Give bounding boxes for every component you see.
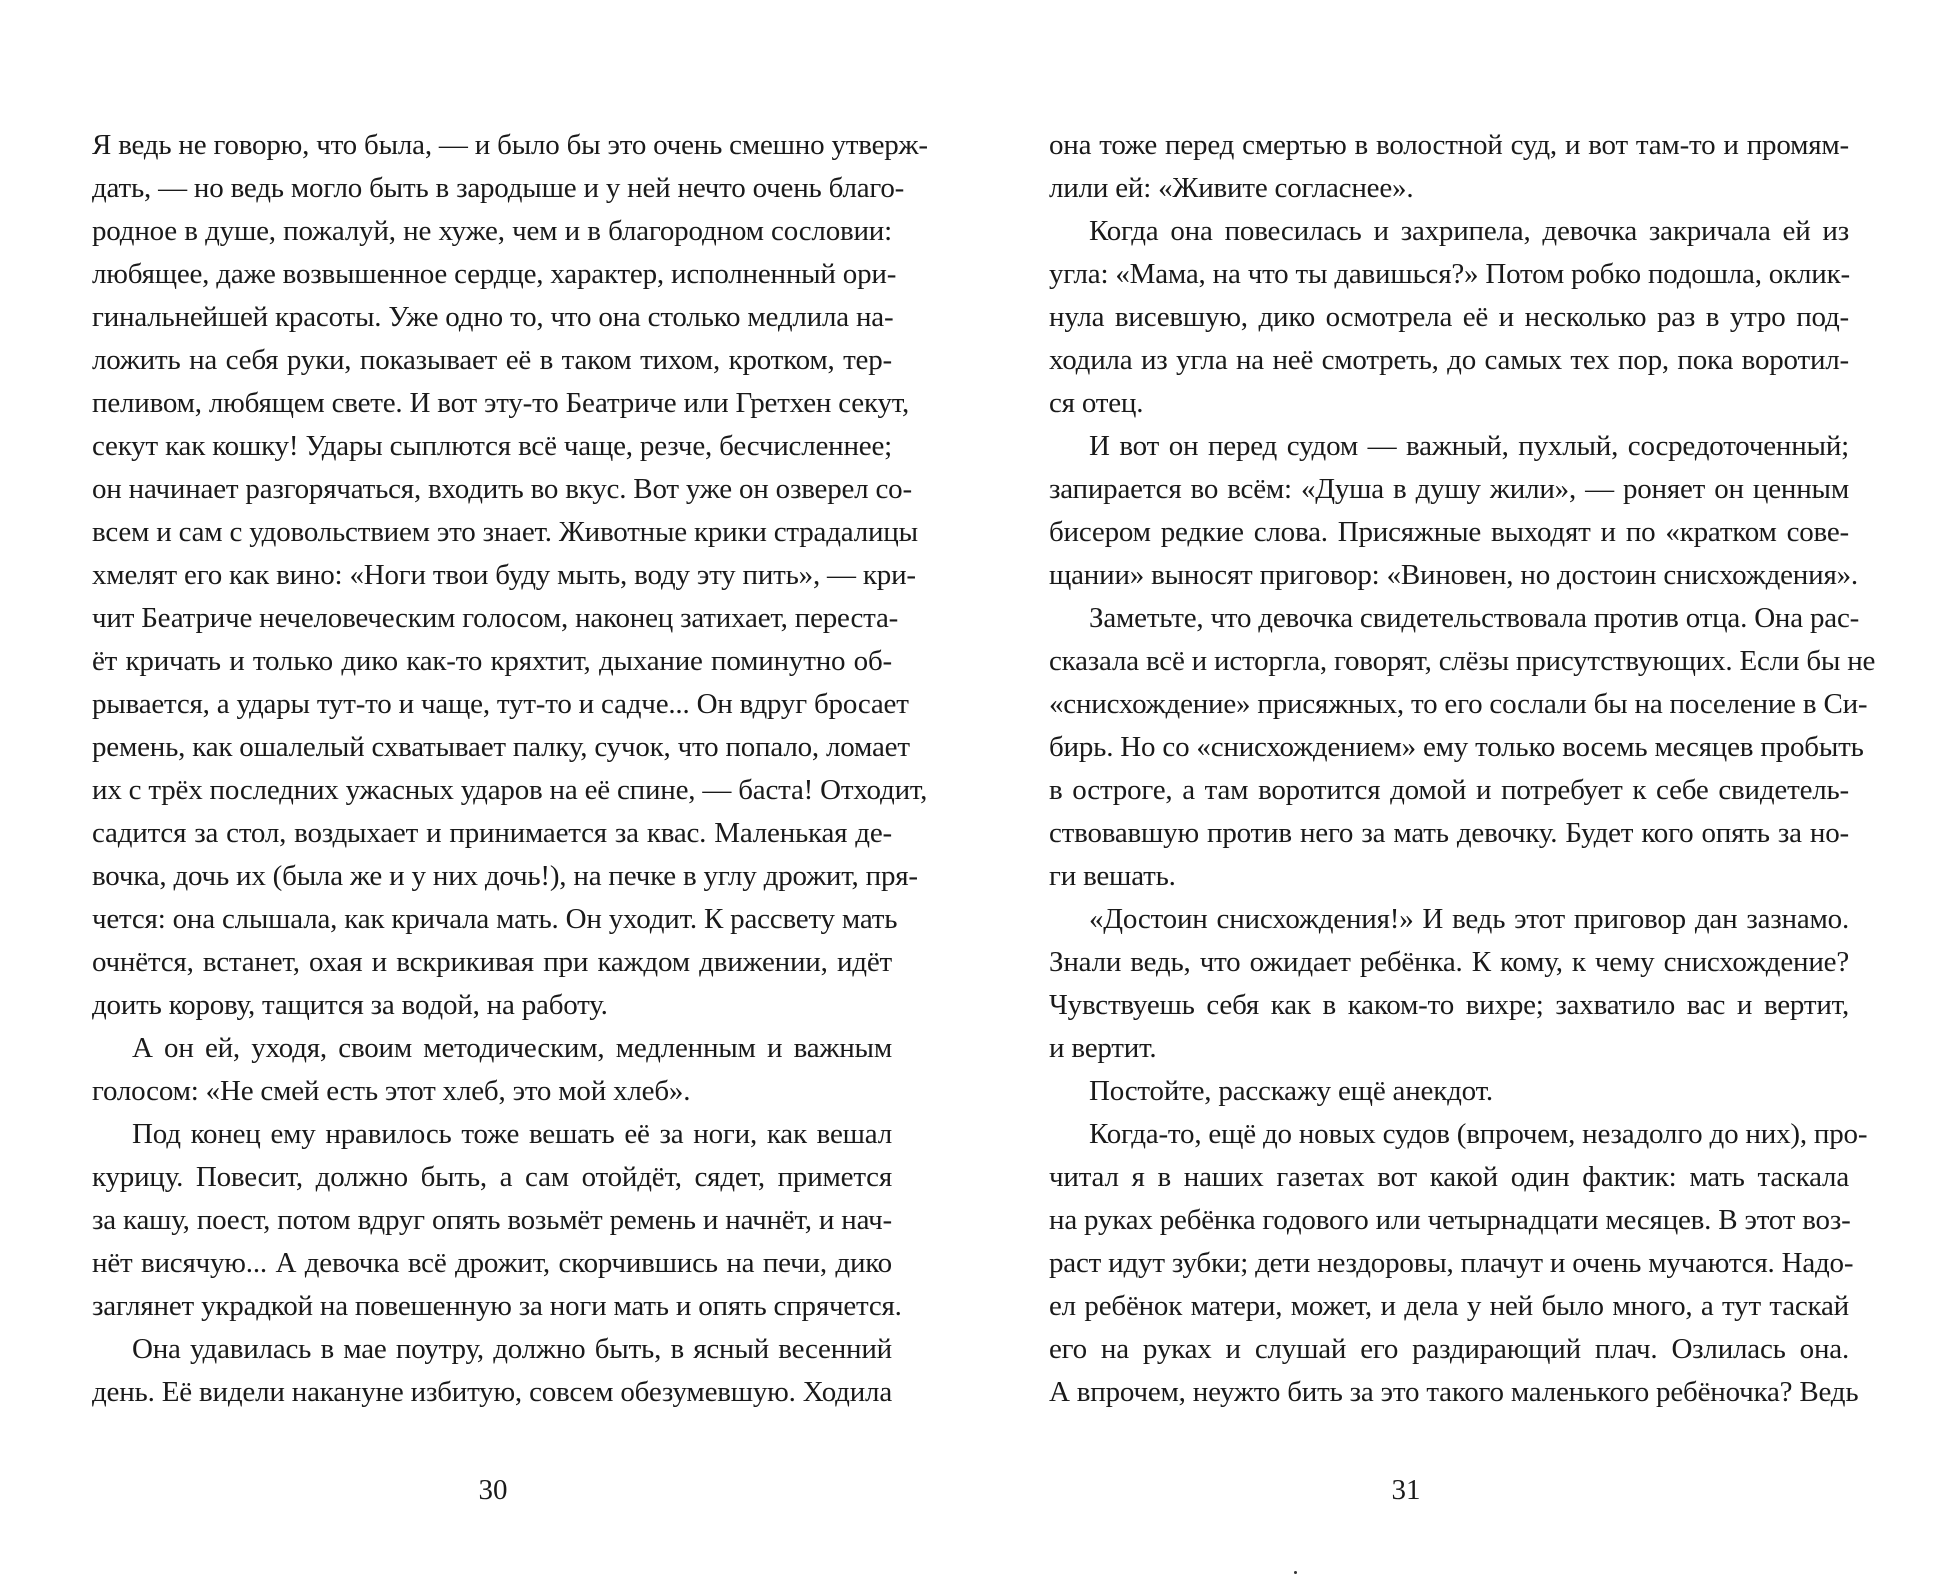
- text-line: А впрочем, неужто бить за это такого маленького ребёночка? Ведь: [1049, 1376, 1859, 1408]
- text-line: ремень, как ошалелый схватывает палку, сучок, что попало, ломает: [92, 731, 910, 763]
- text-line: ел ребёнок матери, может, и дела у ней было много, а тут таскай: [1049, 1290, 1849, 1322]
- text-line: угла: «Мама, на что ты давишься?» Потом робко подошла, оклик-: [1049, 258, 1850, 290]
- text-line: Когда она повесилась и захрипела, девочка закричала ей из: [1089, 215, 1849, 247]
- text-line: ги вешать.: [1049, 860, 1176, 892]
- text-line: пеливом, любящем свете. И вот эту-то Беатриче или Гретхен секут,: [92, 387, 910, 419]
- text-line: секут как кошку! Удары сыплются всё чаще, резче, бесчисленнее;: [92, 430, 892, 462]
- right-page-text: [1049, 124, 1876, 1414]
- text-line: раст идут зубки; дети нездоровы, плачут и очень мучаются. Надо-: [1049, 1247, 1854, 1279]
- text-line: рывается, а удары тут-то и чаще, тут-то и садче... Он вдруг бросает: [92, 688, 909, 720]
- left-page-text: [92, 124, 928, 1414]
- text-line: курицу. Повесит, должно быть, а сам отойдёт, сядет, примется: [92, 1161, 892, 1193]
- text-line: Заметьте, что девочка свидетельствовала против отца. Она рас-: [1089, 602, 1860, 634]
- text-line: Когда-то, ещё до новых судов (впрочем, незадолго до них), про-: [1089, 1118, 1868, 1150]
- text-line: его на руках и слушай его раздирающий плач. Озлилась она.: [1049, 1333, 1849, 1365]
- text-line: день. Её видели накануне избитую, совсем обезумевшую. Ходила: [92, 1376, 892, 1408]
- text-line: Она удавилась в мае поутру, должно быть, в ясный весенний: [132, 1333, 892, 1365]
- text-line: за кашу, поест, потом вдруг опять возьмёт ремень и начнёт, и нач-: [92, 1204, 892, 1236]
- text-line: И вот он перед судом — важный, пухлый, сосредоточенный;: [1089, 430, 1849, 462]
- text-line: лили ей: «Живите согласнее».: [1049, 172, 1414, 204]
- text-line: нёт висячую... А девочка всё дрожит, скорчившись на печи, дико: [92, 1247, 892, 1279]
- text-line: щании» выносят приговор: «Виновен, но достоин снисхождения».: [1049, 559, 1858, 591]
- text-line: их с трёх последних ужасных ударов на её спине, — баста! Отходит,: [92, 774, 928, 806]
- page-number-right: 31: [1391, 1474, 1421, 1506]
- text-line: он начинает разгорячаться, входить во вкус. Вот уже он озверел со-: [92, 473, 912, 505]
- text-line: читал я в наших газетах вот какой один фактик: мать таскала: [1049, 1161, 1849, 1193]
- text-line: бирь. Но со «снисхождением» ему только восемь месяцев пробыть: [1049, 731, 1864, 763]
- text-line: родное в душе, пожалуй, не хуже, чем и в благородном сословии:: [92, 215, 892, 247]
- text-line: любящее, даже возвышенное сердце, характер, исполненный ори-: [92, 258, 897, 290]
- text-line: бисером редкие слова. Присяжные выходят и по «кратком сове-: [1049, 516, 1849, 548]
- text-line: садится за стол, воздыхает и принимается за квас. Маленькая де-: [92, 817, 892, 849]
- text-line: запирается во всём: «Душа в душу жили», — роняет он ценным: [1049, 473, 1849, 505]
- text-line: в остроге, а там воротится домой и потребует к себе свидетель-: [1049, 774, 1849, 806]
- text-line: всем и сам с удовольствием это знает. Животные крики страдалицы: [92, 516, 918, 548]
- text-line: Я ведь не говорю, что была, — и было бы это очень смешно утверж-: [92, 129, 928, 161]
- text-line: Знали ведь, что ожидает ребёнка. К кому, к чему снисхождение?: [1049, 946, 1849, 978]
- right-page: [968, 0, 1936, 1577]
- text-line: хмелят его как вино: «Ноги твои буду мыть, воду эту пить», — кри-: [92, 559, 916, 591]
- text-line: ходила из угла на неё смотреть, до самых тех пор, пока воротил-: [1049, 344, 1849, 376]
- text-line: ствовавшую против него за мать девочку. Будет кого опять за но-: [1049, 817, 1849, 849]
- text-line: дать, — но ведь могло быть в зародыше и у ней нечто очень благо-: [92, 172, 905, 204]
- text-line: чется: она слышала, как кричала мать. Он уходит. К рассвету мать: [92, 903, 898, 935]
- text-line: голосом: «Не смей есть этот хлеб, это мой хлеб».: [92, 1075, 691, 1107]
- print-speck: [1294, 1571, 1297, 1574]
- text-line: Постойте, расскажу ещё анекдот.: [1089, 1075, 1493, 1107]
- text-line: ёт кричать и только дико как-то кряхтит, дыхание поминутно об-: [92, 645, 892, 677]
- text-line: и вертит.: [1049, 1032, 1157, 1064]
- text-line: «снисхождение» присяжных, то его сослали бы на поселение в Си-: [1049, 688, 1868, 720]
- text-line: гинальнейшей красоты. Уже одно то, что она столько медлила на-: [92, 301, 894, 333]
- text-line: нула висевшую, дико осмотрела её и несколько раз в утро под-: [1049, 301, 1849, 333]
- text-line: на руках ребёнка годового или четырнадцати месяцев. В этот воз-: [1049, 1204, 1851, 1236]
- text-line: сказала всё и исторгла, говорят, слёзы присутствующих. Если бы не: [1049, 645, 1876, 677]
- text-line: заглянет украдкой на повешенную за ноги мать и опять спрячется.: [92, 1290, 902, 1322]
- text-line: ложить на себя руки, показывает её в таком тихом, кротком, тер-: [92, 344, 892, 376]
- text-line: «Достоин снисхождения!» И ведь этот приговор дан зазнамо.: [1089, 903, 1849, 935]
- text-line: вочка, дочь их (была же и у них дочь!), на печке в углу дрожит, пря-: [92, 860, 918, 892]
- text-line: доить корову, тащится за водой, на работу.: [92, 989, 608, 1021]
- text-line: Чувствуешь себя как в каком-то вихре; захватило вас и вертит,: [1049, 989, 1849, 1021]
- text-line: она тоже перед смертью в волостной суд, и вот там-то и промям-: [1049, 129, 1849, 161]
- text-line: ся отец.: [1049, 387, 1144, 419]
- text-line: Под конец ему нравилось тоже вешать её за ноги, как вешал: [132, 1118, 892, 1150]
- page-number-left: 30: [478, 1474, 508, 1506]
- text-line: А он ей, уходя, своим методическим, медленным и важным: [132, 1032, 892, 1064]
- text-line: очнётся, встанет, охая и вскрикивая при каждом движении, идёт: [92, 946, 892, 978]
- text-line: чит Беатриче нечеловеческим голосом, наконец затихает, переста-: [92, 602, 899, 634]
